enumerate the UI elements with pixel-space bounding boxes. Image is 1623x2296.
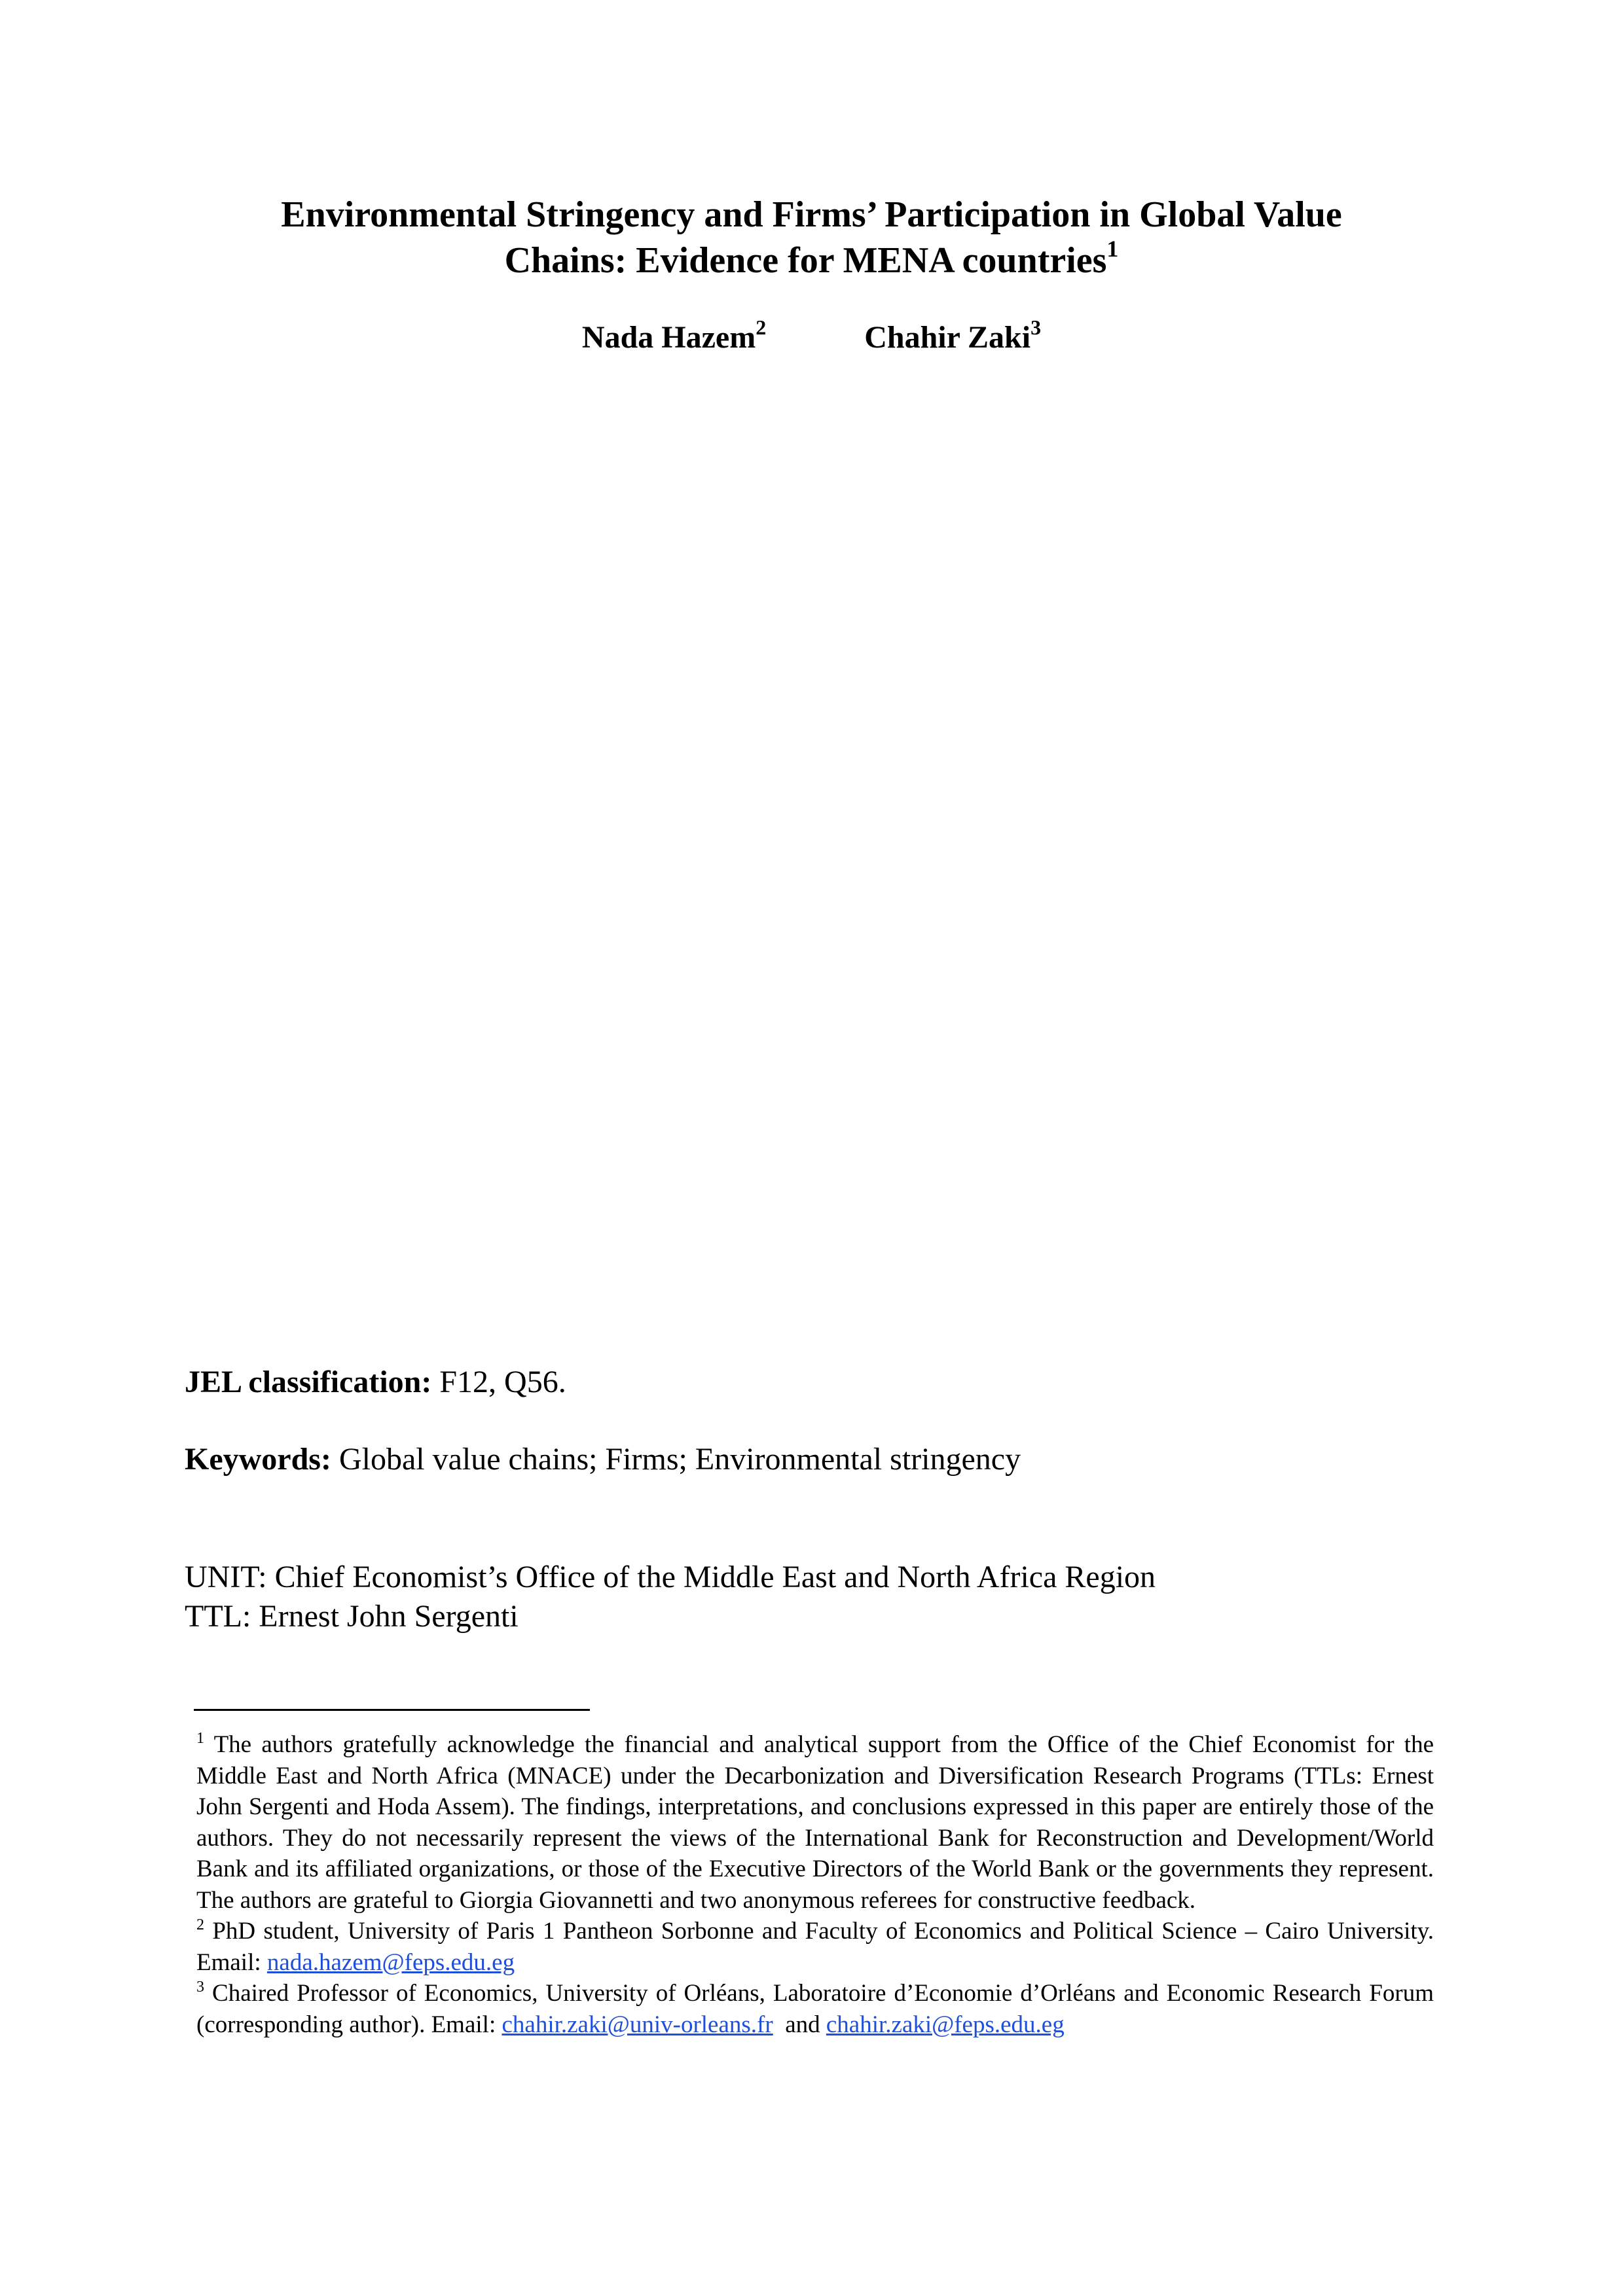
footnote-2 [196, 1916, 1434, 1978]
title-line-2 [196, 238, 1427, 283]
keywords-value: Global value chains; Firms; Environmental stringency [331, 1442, 1021, 1477]
author-1-name: Nada Hazem [581, 320, 756, 355]
keywords [185, 1440, 1021, 1479]
jel-value: F12, Q56. [431, 1365, 566, 1399]
footnote-1-text: The authors gratefully acknowledge the financial and analytical support from the Office of the Chief Economist for the Middle East and North Africa (MNACE) under the Decarbonization and Diversification Research Programs (TTLs: Ernest John Sergenti and Hoda Assem). The findings, interpretations, and conclusions expressed in this paper are entirely those of the authors. They do not necessarily represent the views of the International Bank for Reconstruction and Development/World Bank and its affiliated organizations, or those of the Executive Directors of the World Bank or the governments they represent. The authors are grateful to Giorgia Giovannetti and two anonymous referees for constructive feedback. [196, 1731, 1434, 1914]
paper-title [196, 192, 1427, 283]
footnote-3-marker: 3 [196, 1979, 204, 1996]
title-footnote-marker[interactable]: 1 [1106, 236, 1119, 262]
email-link-chahir-zaki-orleans[interactable]: chahir.zaki@univ-orleans.fr [501, 2011, 773, 2038]
author-2-name: Chahir Zaki [864, 320, 1031, 355]
footnote-2-text: PhD student, University of Paris 1 Pantheon Sorbonne and Faculty of Economics and Political Science – Cairo University. Email: [196, 1918, 1434, 1976]
footnote-3-text: Chaired Professor of Economics, University of Orléans, Laboratoire d’Economie d’Orléans and Economic Research Forum (corresponding author). Email: [196, 1980, 1434, 2038]
keywords-label: Keywords: [185, 1442, 331, 1477]
title-line-2-text: Chains: Evidence for MENA countries [504, 240, 1107, 281]
unit-line: UNIT: Chief Economist’s Office of the Middle East and North Africa Region [185, 1560, 1156, 1594]
title-line-1: Environmental Stringency and Firms’ Participation in Global Value [281, 194, 1342, 235]
author-2-footnote-marker[interactable]: 3 [1030, 315, 1042, 339]
footnotes [196, 1729, 1434, 2040]
author-2 [864, 315, 1042, 357]
jel-label: JEL classification: [185, 1365, 432, 1399]
email-link-nada-hazem[interactable]: nada.hazem@feps.edu.eg [266, 1948, 515, 1976]
jel-classification [185, 1363, 566, 1402]
footnote-1 [196, 1729, 1434, 1916]
footnote-3 [196, 1978, 1434, 2040]
author-1 [581, 315, 767, 357]
author-list [0, 315, 1623, 357]
ttl-line: TTL: Ernest John Sergenti [185, 1599, 519, 1634]
footnote-1-marker: 1 [196, 1730, 204, 1747]
footnote-separator [194, 1709, 590, 1711]
author-1-footnote-marker[interactable]: 2 [756, 315, 767, 339]
footnote-2-marker: 2 [196, 1916, 204, 1933]
email-link-chahir-zaki-feps[interactable]: chahir.zaki@feps.edu.eg [826, 2011, 1065, 2038]
footnote-3-joiner: and [773, 2011, 826, 2038]
